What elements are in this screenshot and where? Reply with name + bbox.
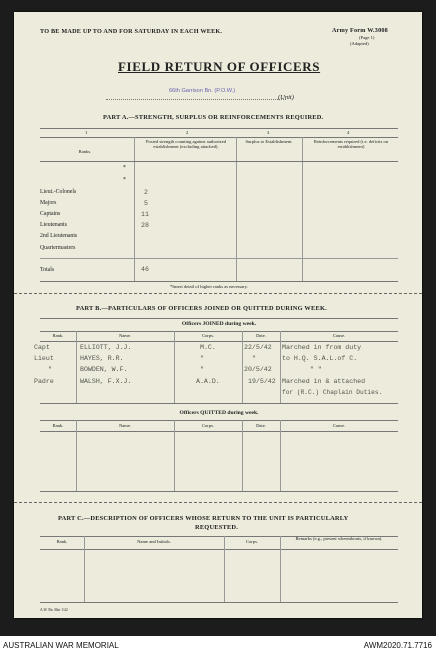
part-c-heading-cont: REQUESTED. bbox=[195, 524, 239, 531]
rule bbox=[40, 431, 398, 432]
rank-label: Lieutenants bbox=[40, 222, 68, 228]
cut-line bbox=[14, 502, 422, 503]
col-number: 1 bbox=[85, 130, 88, 135]
rule bbox=[40, 491, 398, 492]
rank-label: Captains bbox=[40, 211, 61, 217]
column-rule bbox=[280, 536, 281, 602]
joined-title: Officers JOINED during week. bbox=[181, 321, 257, 327]
unit-label: (Unit) bbox=[278, 94, 294, 101]
joined-cause: to H.Q. S.A.L.of C. bbox=[282, 355, 358, 362]
column-rule bbox=[242, 331, 243, 403]
column-rule bbox=[134, 137, 135, 281]
rule bbox=[40, 281, 398, 282]
rank-label: Lieut.-Colonels bbox=[40, 189, 77, 195]
part-a-heading: PART A.—STRENGTH, SURPLUS OR REINFORCEMENTS REQUIRED. bbox=[103, 114, 324, 121]
rule bbox=[40, 318, 398, 319]
column-rule bbox=[224, 536, 225, 602]
form-title: FIELD RETURN OF OFFICERS bbox=[118, 59, 321, 74]
rule bbox=[40, 128, 398, 129]
col-remarks: Remarks (e.g., present whereabouts, if known). bbox=[295, 536, 383, 541]
form-adapted: (Adapted) bbox=[350, 41, 369, 46]
col-number: 4 bbox=[347, 130, 350, 135]
header-posted-strength: Posted strength counting against authorized establishment (excluding attached). bbox=[145, 139, 227, 150]
rule bbox=[40, 137, 398, 138]
rule bbox=[40, 403, 398, 404]
joined-corps: " bbox=[200, 366, 204, 373]
posted-value: 11 bbox=[141, 211, 149, 218]
col-cause: Cause. bbox=[332, 423, 346, 428]
footer-accession: AWM2020.71.7716 bbox=[363, 641, 432, 650]
joined-name: BOWDEN, W.F. bbox=[80, 366, 128, 373]
unit-stamp: 66th Garrison Bn. (P.O.W.) bbox=[169, 88, 236, 94]
joined-rank: Lieut bbox=[34, 355, 54, 362]
col-rank: Rank. bbox=[56, 539, 68, 544]
col-name: Name. bbox=[118, 423, 132, 428]
rank-label: 2nd Lieutenants bbox=[40, 233, 78, 239]
col-rank: Rank. bbox=[52, 333, 64, 338]
blank-rank-mark: * bbox=[123, 177, 126, 183]
col-cause: Cause. bbox=[332, 333, 346, 338]
column-rule bbox=[174, 331, 175, 403]
column-rule bbox=[84, 536, 85, 602]
part-b-heading: PART B.—PARTICULARS OF OFFICERS JOINED OR QUITTED DURING WEEK. bbox=[76, 305, 327, 312]
joined-date: " bbox=[252, 355, 256, 362]
header-ranks: Ranks. bbox=[78, 149, 92, 154]
joined-corps: A.A.D. bbox=[196, 378, 220, 385]
col-corps: Corps. bbox=[201, 423, 215, 428]
joined-cause: for (R.C.) Chaplain Duties. bbox=[282, 389, 383, 396]
col-date: Date. bbox=[256, 333, 266, 338]
col-rank: Rank. bbox=[52, 423, 64, 428]
unit-line bbox=[106, 99, 286, 100]
column-rule bbox=[280, 420, 281, 491]
document-page bbox=[14, 12, 422, 618]
column-rule bbox=[76, 331, 77, 403]
column-rule bbox=[174, 420, 175, 491]
joined-rank: Padre bbox=[34, 378, 54, 385]
col-corps: Corps. bbox=[201, 333, 215, 338]
posted-value: 2 bbox=[144, 189, 148, 196]
joined-date: 22/5/42 bbox=[244, 344, 272, 351]
rule bbox=[40, 331, 398, 332]
rank-label: Majors bbox=[40, 200, 57, 206]
form-number: Army Form W.3008 bbox=[332, 27, 388, 34]
cut-line bbox=[14, 293, 422, 294]
column-rule bbox=[236, 137, 237, 281]
joined-date: 20/5/42 bbox=[244, 366, 272, 373]
archive-footer bbox=[0, 636, 436, 653]
part-a-footnote: *Insert detail of higher ranks as necessary. bbox=[170, 284, 248, 289]
quitted-title: Officers QUITTED during week. bbox=[179, 410, 259, 416]
rule bbox=[40, 258, 398, 259]
top-instruction: TO BE MADE UP TO AND FOR SATURDAY IN EACH WEEK. bbox=[40, 28, 223, 35]
rule bbox=[40, 602, 398, 603]
rank-label: Quartermasters bbox=[40, 245, 76, 251]
joined-cause: Marched in from duty bbox=[282, 344, 362, 351]
column-rule bbox=[76, 420, 77, 491]
joined-name: HAYES, R.R. bbox=[80, 355, 124, 362]
column-rule bbox=[280, 331, 281, 403]
rule bbox=[40, 549, 398, 550]
joined-corps: " bbox=[200, 355, 204, 362]
col-date: Date. bbox=[256, 423, 266, 428]
joined-cause: " " bbox=[310, 366, 322, 373]
col-corps: Corps. bbox=[245, 539, 259, 544]
col-number: 3 bbox=[267, 130, 270, 135]
joined-rank: Capt bbox=[34, 344, 50, 351]
rule bbox=[40, 161, 398, 162]
rule bbox=[40, 420, 398, 421]
part-c-heading: PART C.—DESCRIPTION OF OFFICERS WHOSE RETURN TO THE UNIT IS PARTICULARLY bbox=[58, 515, 349, 522]
column-rule bbox=[302, 137, 303, 281]
footer-institution: AUSTRALIAN WAR MEMORIAL bbox=[3, 641, 119, 650]
header-reinforcements: Reinforcements required (i.e. deficits on establishment) bbox=[313, 139, 389, 150]
column-rule bbox=[242, 420, 243, 491]
joined-cause: Marched in & attached bbox=[282, 378, 366, 385]
col-name: Name. bbox=[118, 333, 132, 338]
totals-label: Totals bbox=[40, 267, 55, 273]
joined-rank: " bbox=[48, 366, 52, 373]
form-page: (Page 1) bbox=[359, 35, 375, 40]
joined-corps: M.C. bbox=[200, 344, 216, 351]
header-surplus: Surplus to Establishment. bbox=[245, 139, 293, 144]
joined-date: 19/5/42 bbox=[248, 378, 276, 385]
col-name-initials: Name and Initials. bbox=[137, 539, 171, 544]
posted-value: 28 bbox=[141, 222, 149, 229]
blank-rank-mark: * bbox=[123, 165, 126, 171]
col-number: 2 bbox=[186, 130, 189, 135]
joined-name: ELLIOTT, J.J. bbox=[80, 344, 132, 351]
printer-note: A.W. Bn. Mar 1/42 bbox=[40, 608, 68, 612]
rule bbox=[40, 341, 398, 342]
joined-name: WALSH, F.X.J. bbox=[80, 378, 132, 385]
posted-value: 5 bbox=[144, 200, 148, 207]
totals-value: 46 bbox=[141, 266, 149, 273]
